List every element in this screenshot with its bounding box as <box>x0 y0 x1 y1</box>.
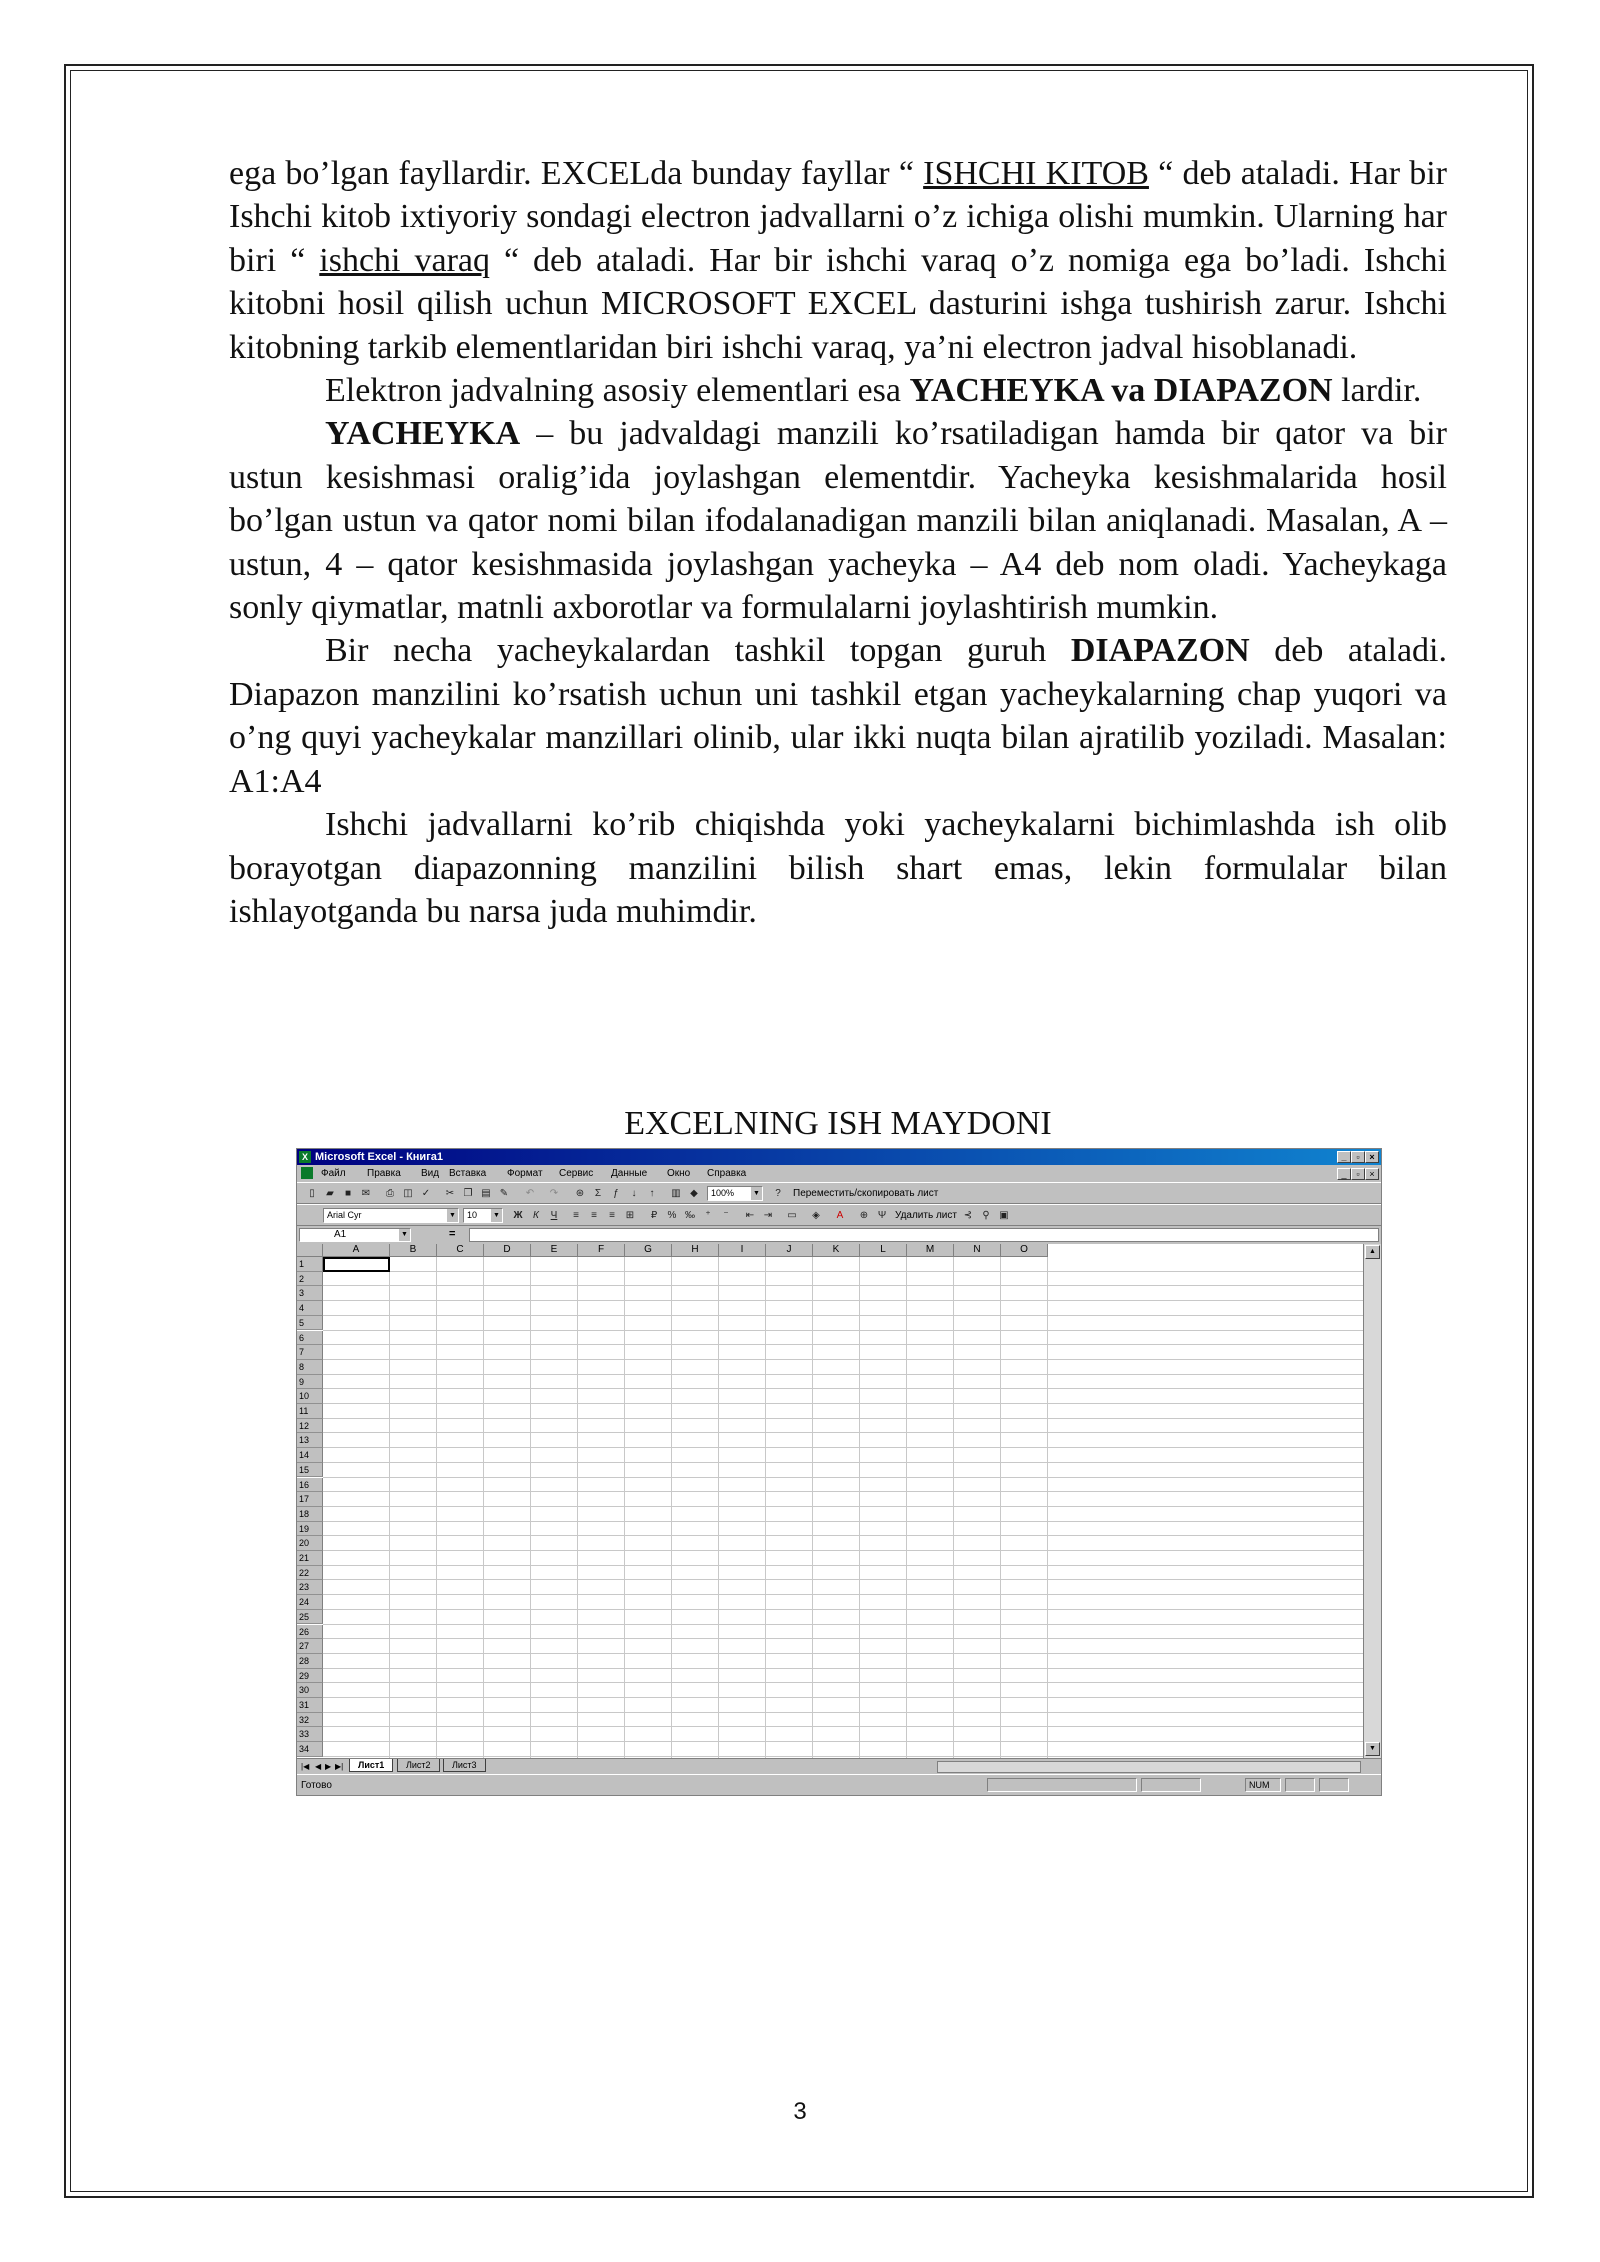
gridline <box>323 1491 1363 1492</box>
gridline <box>323 1535 1363 1536</box>
vertical-scrollbar[interactable] <box>1363 1244 1381 1758</box>
paragraph-3 <box>229 412 1447 629</box>
row-header[interactable]: 25 <box>297 1610 323 1625</box>
column-header[interactable]: N <box>954 1244 1001 1257</box>
align-center-icon[interactable]: ≡ <box>591 1210 597 1221</box>
gridline <box>323 1521 1363 1522</box>
zoom-value: 100% <box>711 1188 735 1198</box>
gridline <box>323 1330 1363 1331</box>
hyperlink-icon[interactable]: ⊛ <box>575 1188 585 1199</box>
menu-insert[interactable]: Вставка <box>449 1168 487 1179</box>
name-box-value: A1 <box>334 1229 347 1240</box>
row-header[interactable]: 4 <box>297 1301 323 1316</box>
tool-icon[interactable]: ⊰ <box>963 1210 973 1221</box>
underlined-term: ISHCHI KITOB <box>923 155 1149 192</box>
row-header[interactable]: 17 <box>297 1492 323 1507</box>
gridline <box>323 1579 1363 1580</box>
redo-icon[interactable]: ↷ <box>549 1188 559 1199</box>
help-icon[interactable]: ? <box>775 1188 781 1199</box>
gridline <box>323 1418 1363 1419</box>
column-header[interactable]: C <box>437 1244 484 1257</box>
workbook-icon <box>301 1167 313 1179</box>
status-bar <box>297 1774 1381 1795</box>
text-run: “ deb ataladi. Har bir ishchi varaq o’z nomiga ega bo’ladi. Ishchi kitobni hosil qilish uchun MICROSOFT EXCEL dasturini ishga tushirish zarur. Ishchi kitobning tarkib elementlaridan biri ishchi varaq, ya’ni electron jadval hisoblanadi. <box>229 241 1447 366</box>
paragraph-2 <box>229 369 1447 412</box>
row-header[interactable]: 15 <box>297 1463 323 1478</box>
decrease-decimal-icon[interactable]: ⁻ <box>723 1210 729 1221</box>
sheet-tab-2[interactable]: Лист2 <box>397 1759 440 1772</box>
scroll-down-icon[interactable]: ▼ <box>1365 1742 1380 1756</box>
gridline <box>323 1477 1363 1478</box>
gridline <box>323 1403 1363 1404</box>
gridline <box>323 1594 1363 1595</box>
column-header[interactable]: J <box>766 1244 813 1257</box>
doc-restore-button[interactable]: ▫ <box>1351 1168 1365 1180</box>
text-run: deb ataladi. Diapazon manzilini ko’rsatish uchun uni tashkil etgan yacheykalarning chap yuqori va o’ng quyi yacheykalar manzillari olinib, ular ikki nuqta bilan ajratilib yoziladi. Masalan: A1:A4 <box>229 632 1447 800</box>
cut-icon[interactable]: ✂ <box>445 1188 455 1199</box>
status-panel <box>1141 1778 1201 1792</box>
row-header[interactable]: 32 <box>297 1713 323 1728</box>
row-header[interactable]: 16 <box>297 1478 323 1493</box>
font-name-value: Arial Cyr <box>327 1210 362 1220</box>
gridline <box>323 1726 1363 1727</box>
row-header[interactable]: 19 <box>297 1522 323 1537</box>
column-header[interactable]: O <box>1001 1244 1048 1257</box>
row-header[interactable]: 2 <box>297 1272 323 1287</box>
row-header[interactable]: 7 <box>297 1345 323 1360</box>
row-header[interactable]: 1 <box>297 1257 323 1272</box>
gridline <box>323 1432 1363 1433</box>
currency-icon[interactable]: ₽ <box>650 1210 658 1221</box>
bold-term: YACHEYKA va DIAPAZON <box>909 372 1333 410</box>
bold-term: DIAPAZON <box>1070 632 1250 670</box>
dropdown-arrow-icon: ▼ <box>399 1229 410 1241</box>
row-header[interactable]: 30 <box>297 1683 323 1698</box>
column-header[interactable]: E <box>531 1244 578 1257</box>
gridline <box>323 1506 1363 1507</box>
gridline <box>323 1741 1363 1742</box>
row-header[interactable]: 9 <box>297 1375 323 1390</box>
doc-close-button[interactable]: × <box>1365 1168 1379 1180</box>
gridline <box>323 1344 1363 1345</box>
column-header[interactable]: H <box>672 1244 719 1257</box>
column-header[interactable]: F <box>578 1244 625 1257</box>
tab-next-icon[interactable]: ▶ <box>325 1762 332 1771</box>
row-header[interactable]: 6 <box>297 1331 323 1346</box>
sort-desc-icon[interactable]: ↑ <box>649 1188 655 1199</box>
column-header[interactable]: K <box>813 1244 860 1257</box>
move-copy-sheet-button[interactable]: Переместить/скопировать лист <box>793 1188 939 1199</box>
excel-window-title: Microsoft Excel - Книга1 <box>315 1151 444 1163</box>
mail-icon[interactable]: ✉ <box>361 1188 371 1199</box>
text-run: lardir. <box>1332 372 1422 410</box>
sort-asc-icon[interactable]: ↓ <box>631 1188 637 1199</box>
sheet-tab-3[interactable]: Лист3 <box>443 1759 486 1772</box>
tab-first-icon[interactable]: |◀ <box>301 1762 310 1771</box>
excel-screenshot <box>296 1148 1382 1796</box>
sheet-tab-1[interactable]: Лист1 <box>349 1759 393 1772</box>
text-run: Elektron jadvalning asosiy elementlari esa <box>325 372 910 410</box>
font-size-select[interactable] <box>463 1208 503 1223</box>
sheet-tabs-bar <box>297 1758 1381 1774</box>
row-header[interactable]: 31 <box>297 1698 323 1713</box>
gridline <box>323 1447 1363 1448</box>
excel-app-icon: X <box>299 1151 311 1163</box>
borders-icon[interactable]: ▭ <box>787 1210 797 1221</box>
tool-icon[interactable]: ▣ <box>999 1210 1009 1221</box>
gridline <box>323 1668 1363 1669</box>
autosum-icon[interactable]: Σ <box>594 1188 602 1199</box>
delete-sheet-button[interactable]: Удалить лист <box>895 1210 957 1221</box>
thousands-icon[interactable]: ‰ <box>685 1210 695 1221</box>
page-number: 3 <box>793 2098 807 2125</box>
formula-bar <box>297 1226 1381 1244</box>
font-size-value: 10 <box>467 1210 478 1220</box>
row-header[interactable]: 5 <box>297 1316 323 1331</box>
select-all-corner[interactable] <box>297 1244 323 1257</box>
menu-tools[interactable]: Сервис <box>559 1168 594 1179</box>
text-run: “ deb ataladi. Har bir Ishchi kitob ixtiyoriy sondagi electron jadvallarni o’z ichiga olishi mumkin. Ularning har biri “ <box>229 155 1447 279</box>
status-panel <box>1319 1778 1349 1792</box>
bold-term: YACHEYKA <box>325 415 521 453</box>
text-run: ega bo’lgan fayllardir. EXCELda bunday fayllar “ <box>229 155 924 192</box>
column-header[interactable]: L <box>860 1244 907 1257</box>
gridline <box>323 1697 1363 1698</box>
column-header[interactable]: D <box>484 1244 531 1257</box>
text-run: – bu jadvaldagi manzili ko’rsatiladigan hamda bir qator va bir ustun kesishmasi oralig’ida joylashgan elementdir. Yacheyka kesishmalarida hosil bo’lgan ustun va qator nomi bilan ifodalanadigan manzili bilan aniqlanadi. Masalan, A – ustun, 4 – qator kesishmasida joylashgan yacheyka – A4 deb nom oladi. Yacheykaga sonly qiymatlar, matnli axborotlar va formulalarni joylashtirish mumkin. <box>229 415 1447 627</box>
scroll-up-icon[interactable]: ▲ <box>1365 1245 1380 1259</box>
print-icon[interactable]: ⎙ <box>386 1188 394 1199</box>
align-right-icon[interactable]: ≡ <box>609 1210 615 1221</box>
gridline <box>323 1756 1363 1757</box>
gridline <box>323 1624 1363 1625</box>
formula-input[interactable] <box>469 1228 1379 1242</box>
gridline <box>323 1682 1363 1683</box>
gridline <box>323 1550 1363 1551</box>
status-text: Готово <box>301 1780 332 1791</box>
new-icon[interactable]: ▯ <box>309 1188 315 1199</box>
undo-icon[interactable]: ↶ <box>525 1188 535 1199</box>
spelling-icon[interactable]: ✓ <box>421 1188 431 1199</box>
row-header[interactable]: 8 <box>297 1360 323 1375</box>
gridline <box>323 1653 1363 1654</box>
row-header[interactable]: 18 <box>297 1507 323 1522</box>
gridline <box>323 1374 1363 1375</box>
paragraph-5 <box>229 803 1447 933</box>
gridline <box>323 1300 1363 1301</box>
gridline <box>323 1359 1363 1360</box>
menu-window[interactable]: Окно <box>667 1168 691 1179</box>
gridline <box>323 1315 1363 1316</box>
close-button[interactable]: × <box>1365 1151 1379 1163</box>
row-header[interactable]: 23 <box>297 1580 323 1595</box>
row-header[interactable]: 34 <box>297 1742 323 1757</box>
worksheet-grid[interactable] <box>297 1244 1363 1758</box>
menu-bar <box>297 1165 1381 1182</box>
dropdown-arrow-icon: ▼ <box>751 1187 762 1200</box>
underlined-term: ishchi varaq <box>319 241 490 279</box>
row-header[interactable]: 12 <box>297 1419 323 1434</box>
text-run: Bir necha yacheykalardan tashkil topgan guruh <box>325 632 1071 670</box>
menu-data[interactable]: Данные <box>611 1168 648 1179</box>
standard-toolbar <box>297 1182 1381 1204</box>
tab-prev-icon[interactable]: ◀ <box>315 1762 322 1771</box>
row-header[interactable]: 22 <box>297 1566 323 1581</box>
gridline <box>323 1565 1363 1566</box>
gridline <box>323 1462 1363 1463</box>
status-panel <box>987 1778 1137 1792</box>
column-header[interactable]: B <box>390 1244 437 1257</box>
paragraph-4 <box>229 629 1447 803</box>
function-icon[interactable]: ƒ <box>613 1188 619 1199</box>
column-header[interactable]: A <box>323 1244 390 1257</box>
font-name-select[interactable] <box>323 1208 459 1223</box>
zoom-select[interactable] <box>707 1186 763 1201</box>
column-header[interactable]: M <box>907 1244 954 1257</box>
row-header[interactable]: 3 <box>297 1286 323 1301</box>
save-icon[interactable]: ■ <box>344 1188 352 1199</box>
increase-indent-icon[interactable]: ⇥ <box>763 1210 773 1221</box>
status-panel <box>1285 1778 1315 1792</box>
tool-icon[interactable]: ⚲ <box>982 1210 990 1221</box>
row-header[interactable]: 10 <box>297 1389 323 1404</box>
dropdown-arrow-icon: ▼ <box>491 1209 502 1222</box>
paste-icon[interactable]: ▤ <box>481 1188 491 1199</box>
body-text <box>229 152 1447 933</box>
increase-decimal-icon[interactable]: ⁺ <box>705 1210 711 1221</box>
minimize-button[interactable]: _ <box>1337 1151 1351 1163</box>
menu-help[interactable]: Справка <box>707 1168 747 1179</box>
italic-icon[interactable]: К <box>533 1210 539 1221</box>
gridline <box>323 1388 1363 1389</box>
name-box[interactable] <box>299 1228 411 1242</box>
column-header[interactable]: I <box>719 1244 766 1257</box>
figure-title: EXCELNING ISH MAYDONI <box>624 1105 1052 1142</box>
row-header[interactable]: 14 <box>297 1448 323 1463</box>
formatting-toolbar <box>297 1204 1381 1226</box>
menu-edit[interactable]: Правка <box>367 1168 401 1179</box>
text-run: Ishchi jadvallarni ko’rib chiqishda yoki yacheykalarni bichimlashda ish olib borayotgan diapazonning manzilini bilish shart emas, lekin formulalar bilan ishlayotganda bu narsa juda muhimdir. <box>229 806 1447 930</box>
row-header[interactable]: 11 <box>297 1404 323 1419</box>
row-header[interactable]: 21 <box>297 1551 323 1566</box>
row-header[interactable]: 24 <box>297 1595 323 1610</box>
row-header[interactable]: 27 <box>297 1639 323 1654</box>
tab-last-icon[interactable]: ▶| <box>335 1762 344 1771</box>
restore-button[interactable]: ▫ <box>1351 1151 1365 1163</box>
dropdown-arrow-icon: ▼ <box>447 1209 458 1222</box>
fill-color-icon[interactable]: ◈ <box>812 1210 820 1221</box>
row-header[interactable]: 20 <box>297 1536 323 1551</box>
align-left-icon[interactable]: ≡ <box>573 1210 579 1221</box>
gridline <box>323 1638 1363 1639</box>
row-header[interactable]: 26 <box>297 1625 323 1640</box>
underline-icon[interactable]: Ч <box>550 1210 558 1221</box>
menu-file[interactable]: Файл <box>321 1168 346 1179</box>
copy-icon[interactable]: ❐ <box>463 1188 473 1199</box>
merge-center-icon[interactable]: ⊞ <box>625 1210 635 1221</box>
unknown-tool-icon[interactable]: Ψ <box>877 1210 887 1221</box>
gridline <box>323 1609 1363 1610</box>
insert-sheet-icon[interactable]: ⊕ <box>859 1210 869 1221</box>
gridline <box>323 1712 1363 1713</box>
percent-icon[interactable]: % <box>667 1210 677 1221</box>
row-header[interactable]: 28 <box>297 1654 323 1669</box>
horizontal-scrollbar[interactable] <box>937 1761 1361 1773</box>
paragraph-1 <box>229 152 1447 369</box>
gridline <box>323 1271 1363 1272</box>
num-lock-indicator: NUM <box>1245 1778 1281 1792</box>
chart-wizard-icon[interactable]: ▥ <box>671 1188 681 1199</box>
menu-format[interactable]: Формат <box>507 1168 543 1179</box>
gridline <box>323 1285 1363 1286</box>
open-icon[interactable]: ▰ <box>326 1188 334 1199</box>
row-header[interactable]: 33 <box>297 1727 323 1742</box>
row-header[interactable]: 13 <box>297 1433 323 1448</box>
menu-view[interactable]: Вид <box>421 1168 440 1179</box>
doc-minimize-button[interactable]: _ <box>1337 1168 1351 1180</box>
decrease-indent-icon[interactable]: ⇤ <box>745 1210 755 1221</box>
format-painter-icon[interactable]: ✎ <box>499 1188 509 1199</box>
active-cell[interactable] <box>323 1257 390 1272</box>
excel-title-bar <box>297 1149 1381 1165</box>
formula-equals-icon[interactable]: = <box>449 1228 456 1240</box>
font-color-icon[interactable]: A <box>836 1210 844 1221</box>
bold-icon[interactable]: Ж <box>513 1210 523 1221</box>
row-header[interactable]: 29 <box>297 1669 323 1684</box>
drawing-icon[interactable]: ◆ <box>690 1188 698 1199</box>
column-header[interactable]: G <box>625 1244 672 1257</box>
preview-icon[interactable]: ◫ <box>403 1188 413 1199</box>
